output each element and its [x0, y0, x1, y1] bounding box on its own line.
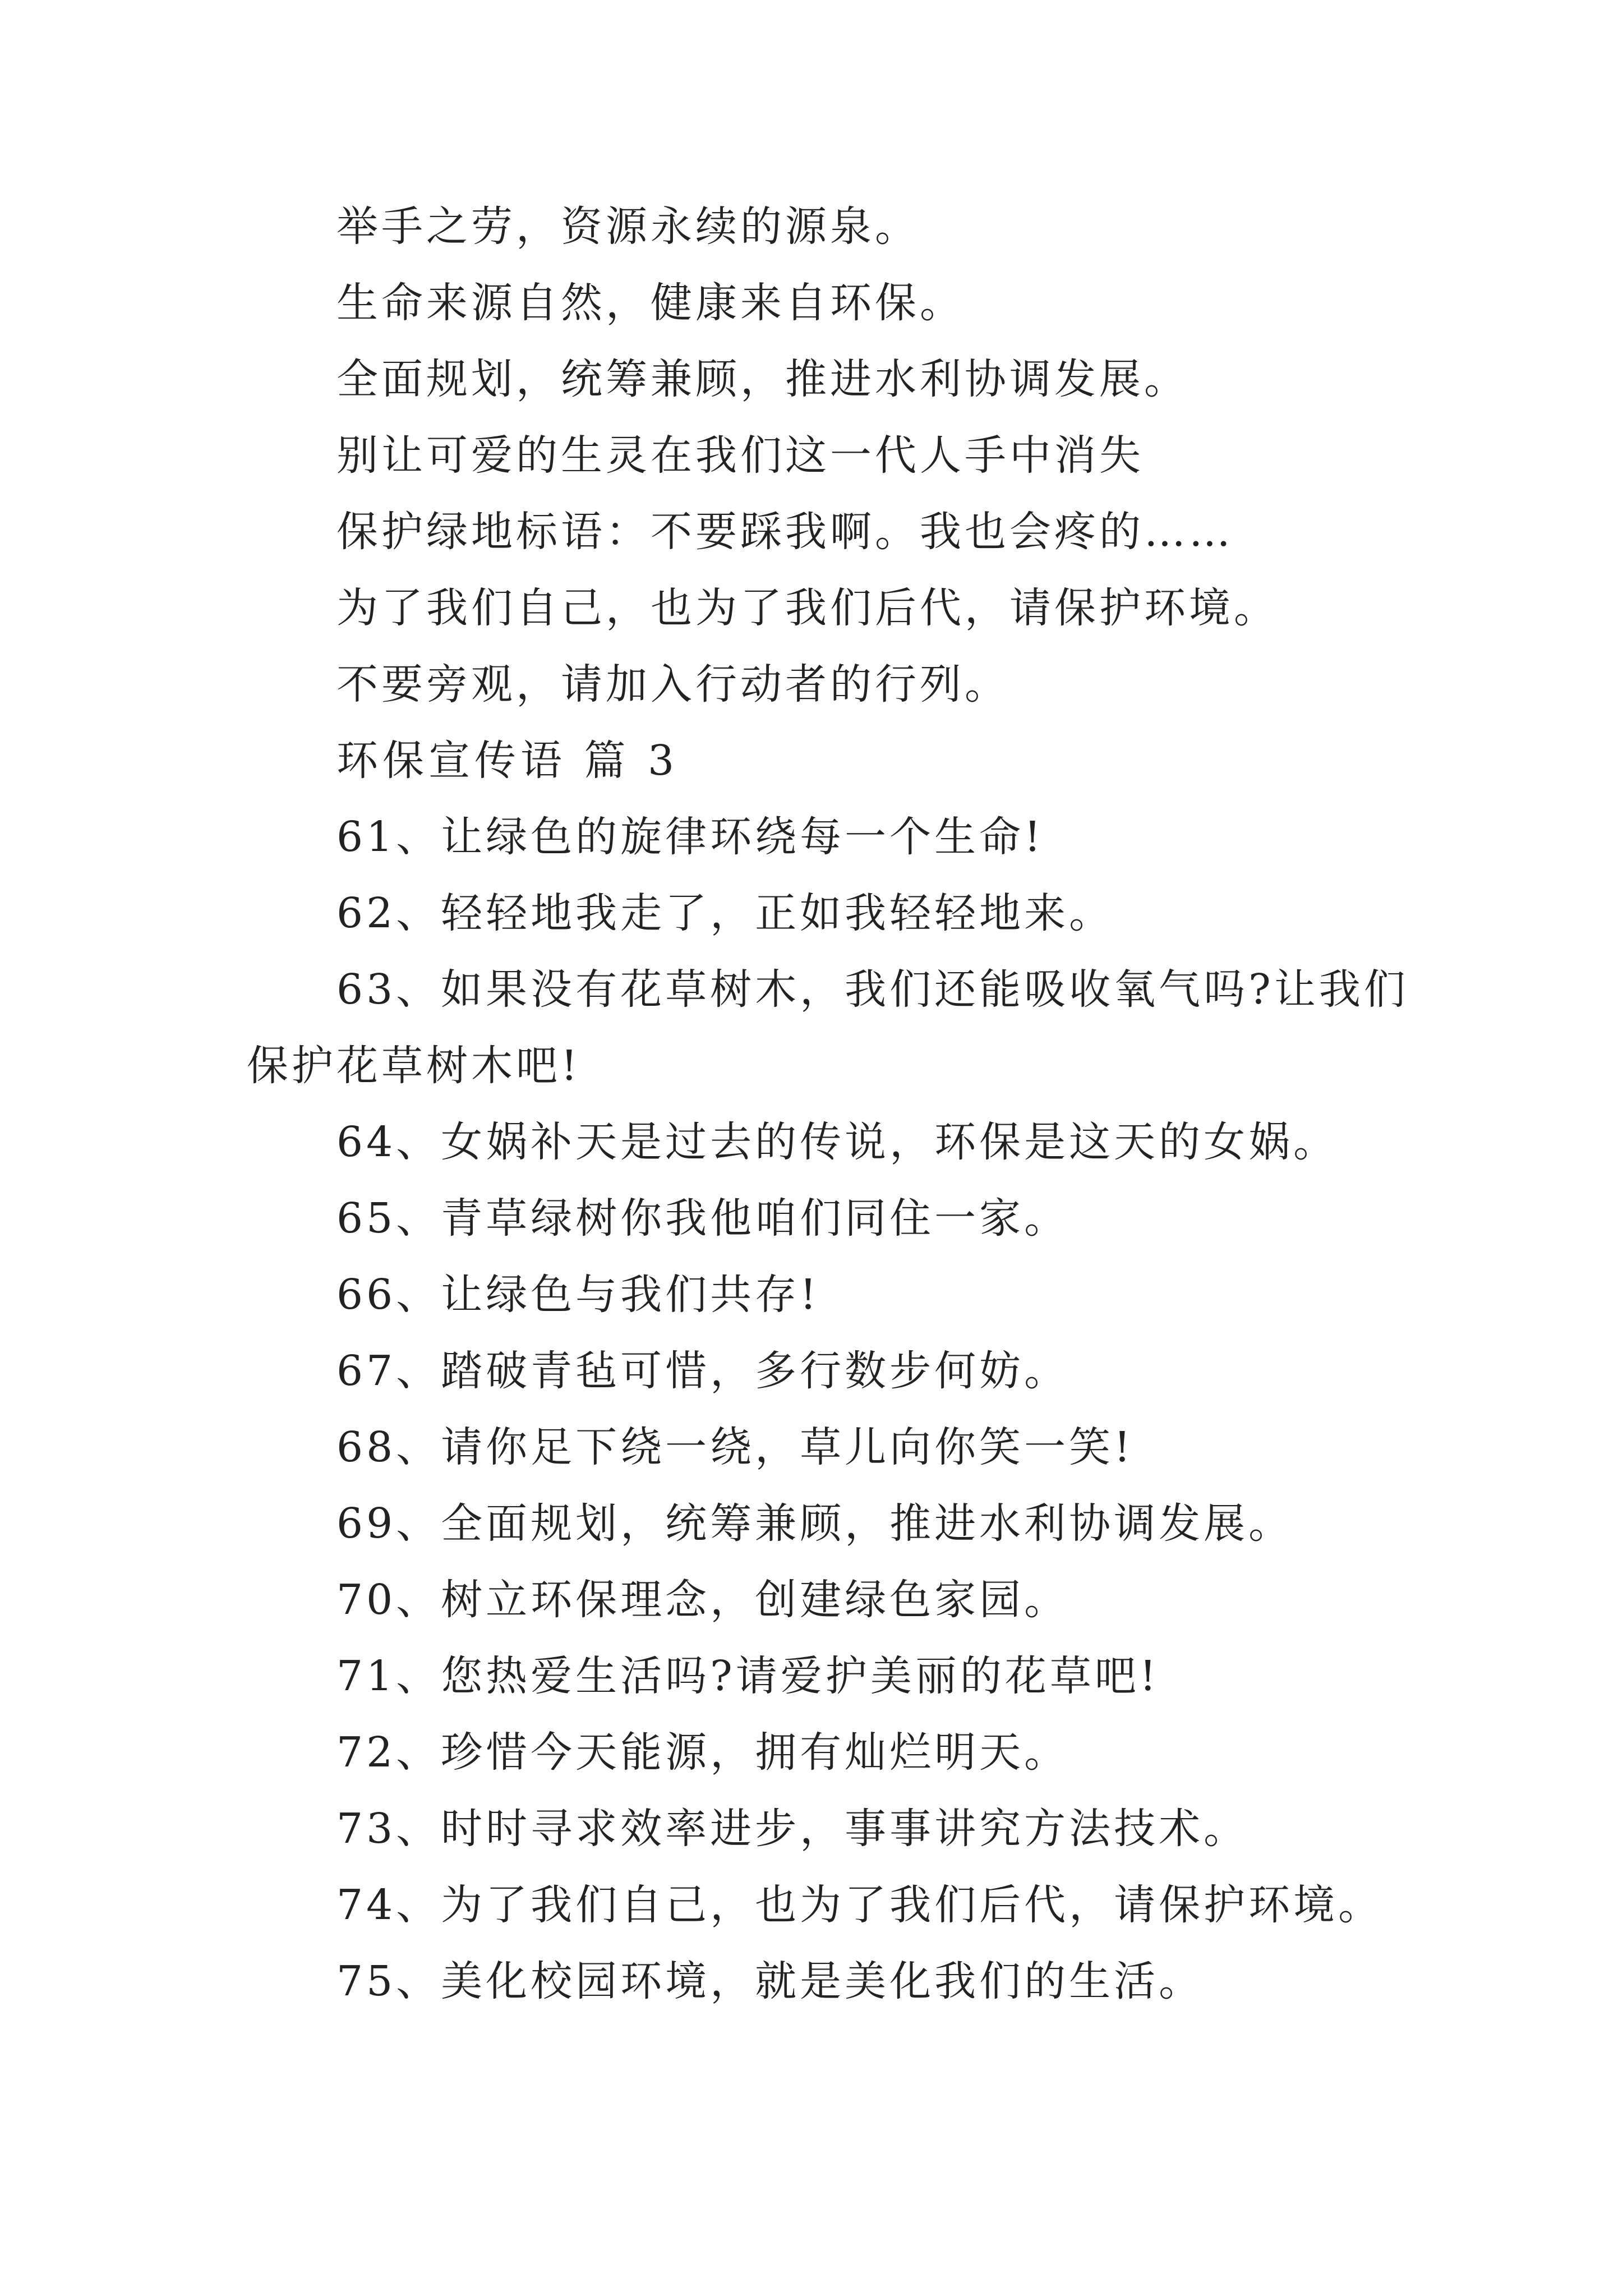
text-line: 全面规划，统筹兼顾，推进水利协调发展。 — [336, 355, 1189, 403]
slogan-item: 63、如果没有花草树木，我们还能吸收氧气吗?让我们 — [336, 965, 1409, 1014]
slogan-item: 75、美化校园环境，就是美化我们的生活。 — [336, 1957, 1204, 2005]
slogan-item: 65、青草绿树你我他咱们同住一家。 — [336, 1194, 1069, 1243]
slogan-item: 70、树立环保理念，创建绿色家园。 — [336, 1576, 1069, 1624]
text-line: 为了我们自己，也为了我们后代，请保护环境。 — [336, 584, 1279, 632]
slogan-item: 71、您热爱生活吗?请爱护美丽的花草吧! — [336, 1652, 1160, 1700]
slogan-item: 68、请你足下绕一绕，草儿向你笑一笑! — [336, 1423, 1134, 1471]
text-line: 举手之劳，资源永续的源泉。 — [336, 203, 920, 251]
slogan-item-continuation: 保护花草树木吧! — [247, 1042, 581, 1090]
text-line: 保护绿地标语：不要踩我啊。我也会疼的…… — [336, 508, 1234, 556]
text-line: 生命来源自然，健康来自环保。 — [336, 279, 965, 327]
text-line: 别让可爱的生灵在我们这一代人手中消失 — [336, 431, 1144, 480]
slogan-item: 69、全面规划，统筹兼顾，推进水利协调发展。 — [336, 1499, 1294, 1548]
slogan-item: 62、轻轻地我走了，正如我轻轻地来。 — [336, 889, 1114, 937]
slogan-item: 66、让绿色与我们共存! — [336, 1271, 820, 1319]
slogan-item: 72、珍惜今天能源，拥有灿烂明天。 — [336, 1728, 1069, 1777]
document-body — [247, 188, 1409, 2019]
slogan-item: 74、为了我们自己，也为了我们后代，请保护环境。 — [336, 1881, 1384, 1929]
slogan-item: 73、时时寻求效率进步，事事讲究方法技术。 — [336, 1805, 1249, 1853]
section-heading: 环保宣传语 篇 3 — [336, 737, 679, 785]
text-line: 不要旁观，请加入行动者的行列。 — [336, 660, 1009, 708]
slogan-item: 64、女娲补天是过去的传说，环保是这天的女娲。 — [336, 1118, 1339, 1166]
slogan-item: 67、踏破青毡可惜，多行数步何妨。 — [336, 1347, 1069, 1395]
slogan-item: 61、让绿色的旋律环绕每一个生命! — [336, 813, 1044, 861]
